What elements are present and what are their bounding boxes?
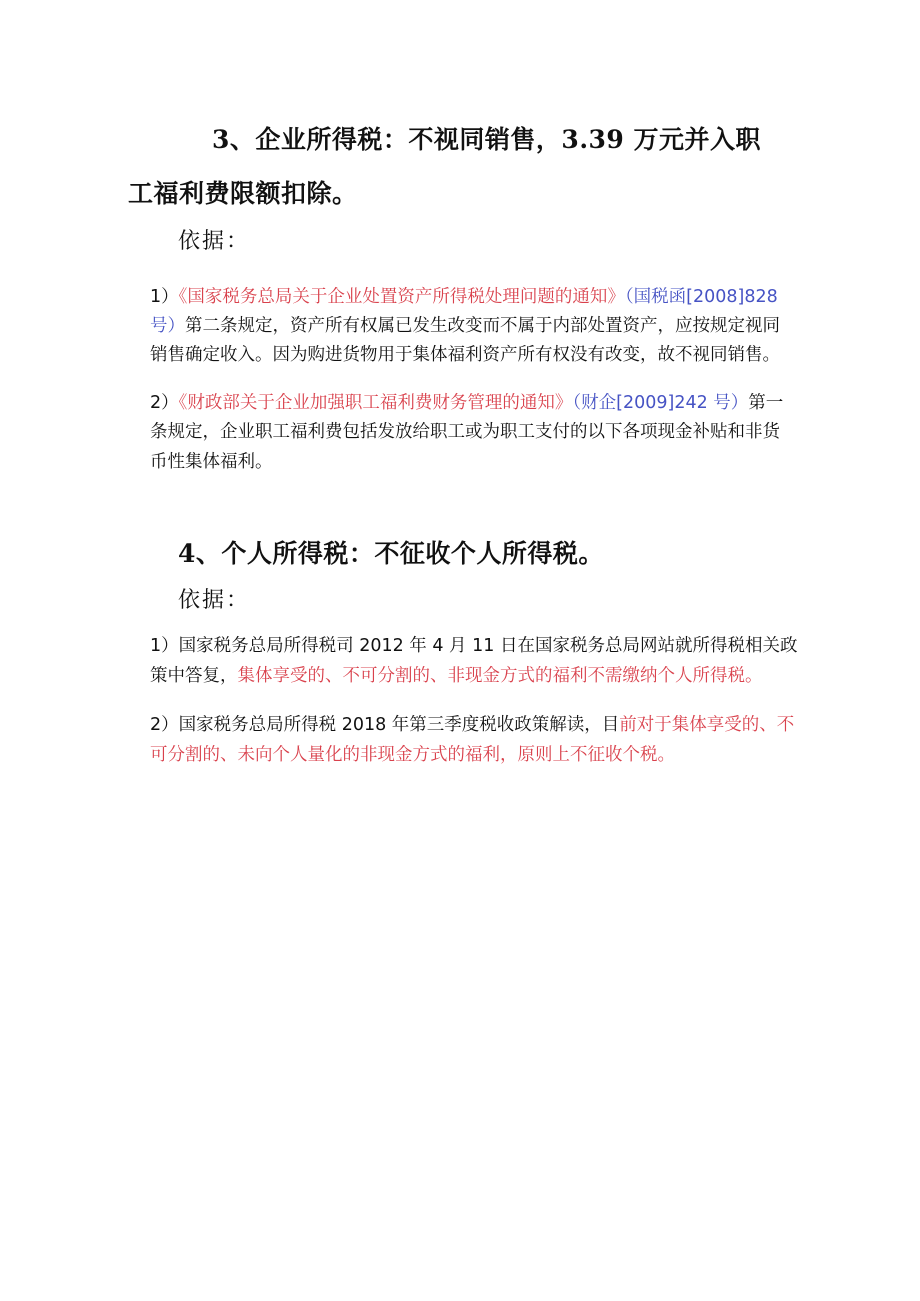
section3-heading-text: 、企业所得税：不视同销售， — [229, 125, 562, 154]
section3-item1-line2 — [150, 312, 780, 341]
section3-basis-label: 依据： — [178, 229, 251, 254]
section4-item2-highlight1: 前对于集体享受的、不 — [619, 715, 795, 735]
section4-item1-plain: 策中答复， — [150, 666, 238, 686]
section4-heading — [178, 534, 604, 570]
section3-item1-ref-part1: （国税函[2008]828 — [624, 287, 778, 307]
section3-heading-tail: 万元并入职 — [624, 125, 762, 154]
section3-item2-text1: 第一 — [748, 393, 784, 413]
section4-item2-line2: 可分割的、未向个人量化的非现金方式的福利，原则上不征收个税。 — [150, 745, 675, 765]
section4-item2-plain: 2）国家税务总局所得税 2018 年第三季度税收政策解读，目 — [150, 715, 620, 735]
section3-item2-line2: 条规定，企业职工福利费包括发放给职工或为职工支付的以下各项现金补贴和非货 — [150, 422, 780, 442]
section3-item1-line1 — [150, 283, 778, 312]
section4-item1-line2 — [150, 662, 763, 691]
section4-item1-line1: 1）国家税务总局所得税司 2012 年 4 月 11 日在国家税务总局网站就所得税相关政 — [150, 636, 798, 656]
section4-item2-line1 — [150, 711, 794, 740]
section3-heading-line1 — [212, 120, 761, 156]
section3-item1-marker: 1） — [150, 287, 179, 307]
section3-heading-line2: 工福利费限额扣除。 — [128, 179, 358, 208]
section3-item1-ref-part2: 号） — [150, 316, 185, 336]
section3-item1-line3: 销售确定收入。因为购进货物用于集体福利资产所有权没有改变，故不视同销售。 — [150, 345, 780, 365]
section3-item2-title: 《财政部关于企业加强职工福利费财务管理的通知》 — [178, 393, 573, 413]
section4-basis-label: 依据： — [178, 588, 251, 613]
section3-item1-title: 《国家税务总局关于企业处置资产所得税处理问题的通知》 — [178, 287, 625, 307]
section4-item1-highlight: 集体享受的、不可分割的、非现金方式的福利不需缴纳个人所得税。 — [237, 666, 763, 686]
section3-heading-amount: 3.39 — [561, 125, 625, 154]
section3-item2-marker: 2） — [150, 393, 179, 413]
section3-item2-line3: 币性集体福利。 — [150, 452, 273, 472]
section3-item1-text1: 第二条规定，资产所有权属已发生改变而不属于内部处置资产，应按规定视同 — [185, 316, 780, 336]
section3-item2-line1 — [150, 389, 783, 418]
section3-item2-ref: （财企[2009]242 号） — [572, 393, 749, 413]
section3-heading-number: 3 — [212, 125, 230, 154]
section4-heading-text: 、个人所得税：不征收个人所得税。 — [195, 539, 604, 568]
section4-heading-number: 4 — [178, 539, 196, 568]
